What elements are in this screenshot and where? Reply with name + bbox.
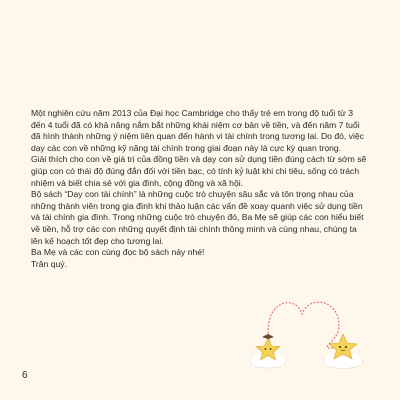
body-text xyxy=(31,108,369,270)
paragraph-invitation: Ba Mẹ và các con cùng đọc bộ sách này nhé! xyxy=(31,247,205,258)
stars-heart-illustration xyxy=(240,282,390,382)
paragraph-closing: Trân quý. xyxy=(31,258,67,269)
paragraph-explanation: Giải thích cho con về giá trị của đồng tiền và dạy con sử dụng tiền đúng cách từ sớm sẽ giúp con có thái độ đúng đắn đối với tiền bạc, có tính kỷ luật khi chi tiêu, sống có trách nhiệm và biết chia sẻ với gia đình, cộng đồng và xã hội. xyxy=(31,154,367,188)
page-number: 6 xyxy=(22,370,28,381)
paragraph-book-series: Bộ sách “Dạy con tài chính” là những cuộc trò chuyện sâu sắc và tôn trọng nhau của những thành viên trong gia đình khi thảo luận các vấn đề xoay quanh việc sử dụng tiền và tài chính gia đình. Trong những cuộc trò chuyện đó, Ba Mẹ sẽ giúp các con hiểu biết về tiền, hỗ trợ các con những quyết định tài chính thông minh và cùng nhau, chúng ta lên kế hoạch tốt đẹp cho tương lai. xyxy=(31,189,364,246)
heart-string-icon xyxy=(268,302,340,348)
paragraph-intro: Một nghiên cứu năm 2013 của Đại học Cambridge cho thấy trẻ em trong độ tuổi từ 3 đến 4 tuổi đã có khả năng nắm bắt những khái niệm cơ bản về tiền, và đến năm 7 tuổi đã hình thành những ý niệm liên quan đến hành vi tài chính trong tương lai. Do đó, việc dạy các con về những kỹ năng tài chính trong giai đoạn này là cực kỳ quan trọng. xyxy=(31,108,364,153)
right-cloud-icon xyxy=(323,354,363,369)
left-cloud-icon xyxy=(250,354,286,368)
